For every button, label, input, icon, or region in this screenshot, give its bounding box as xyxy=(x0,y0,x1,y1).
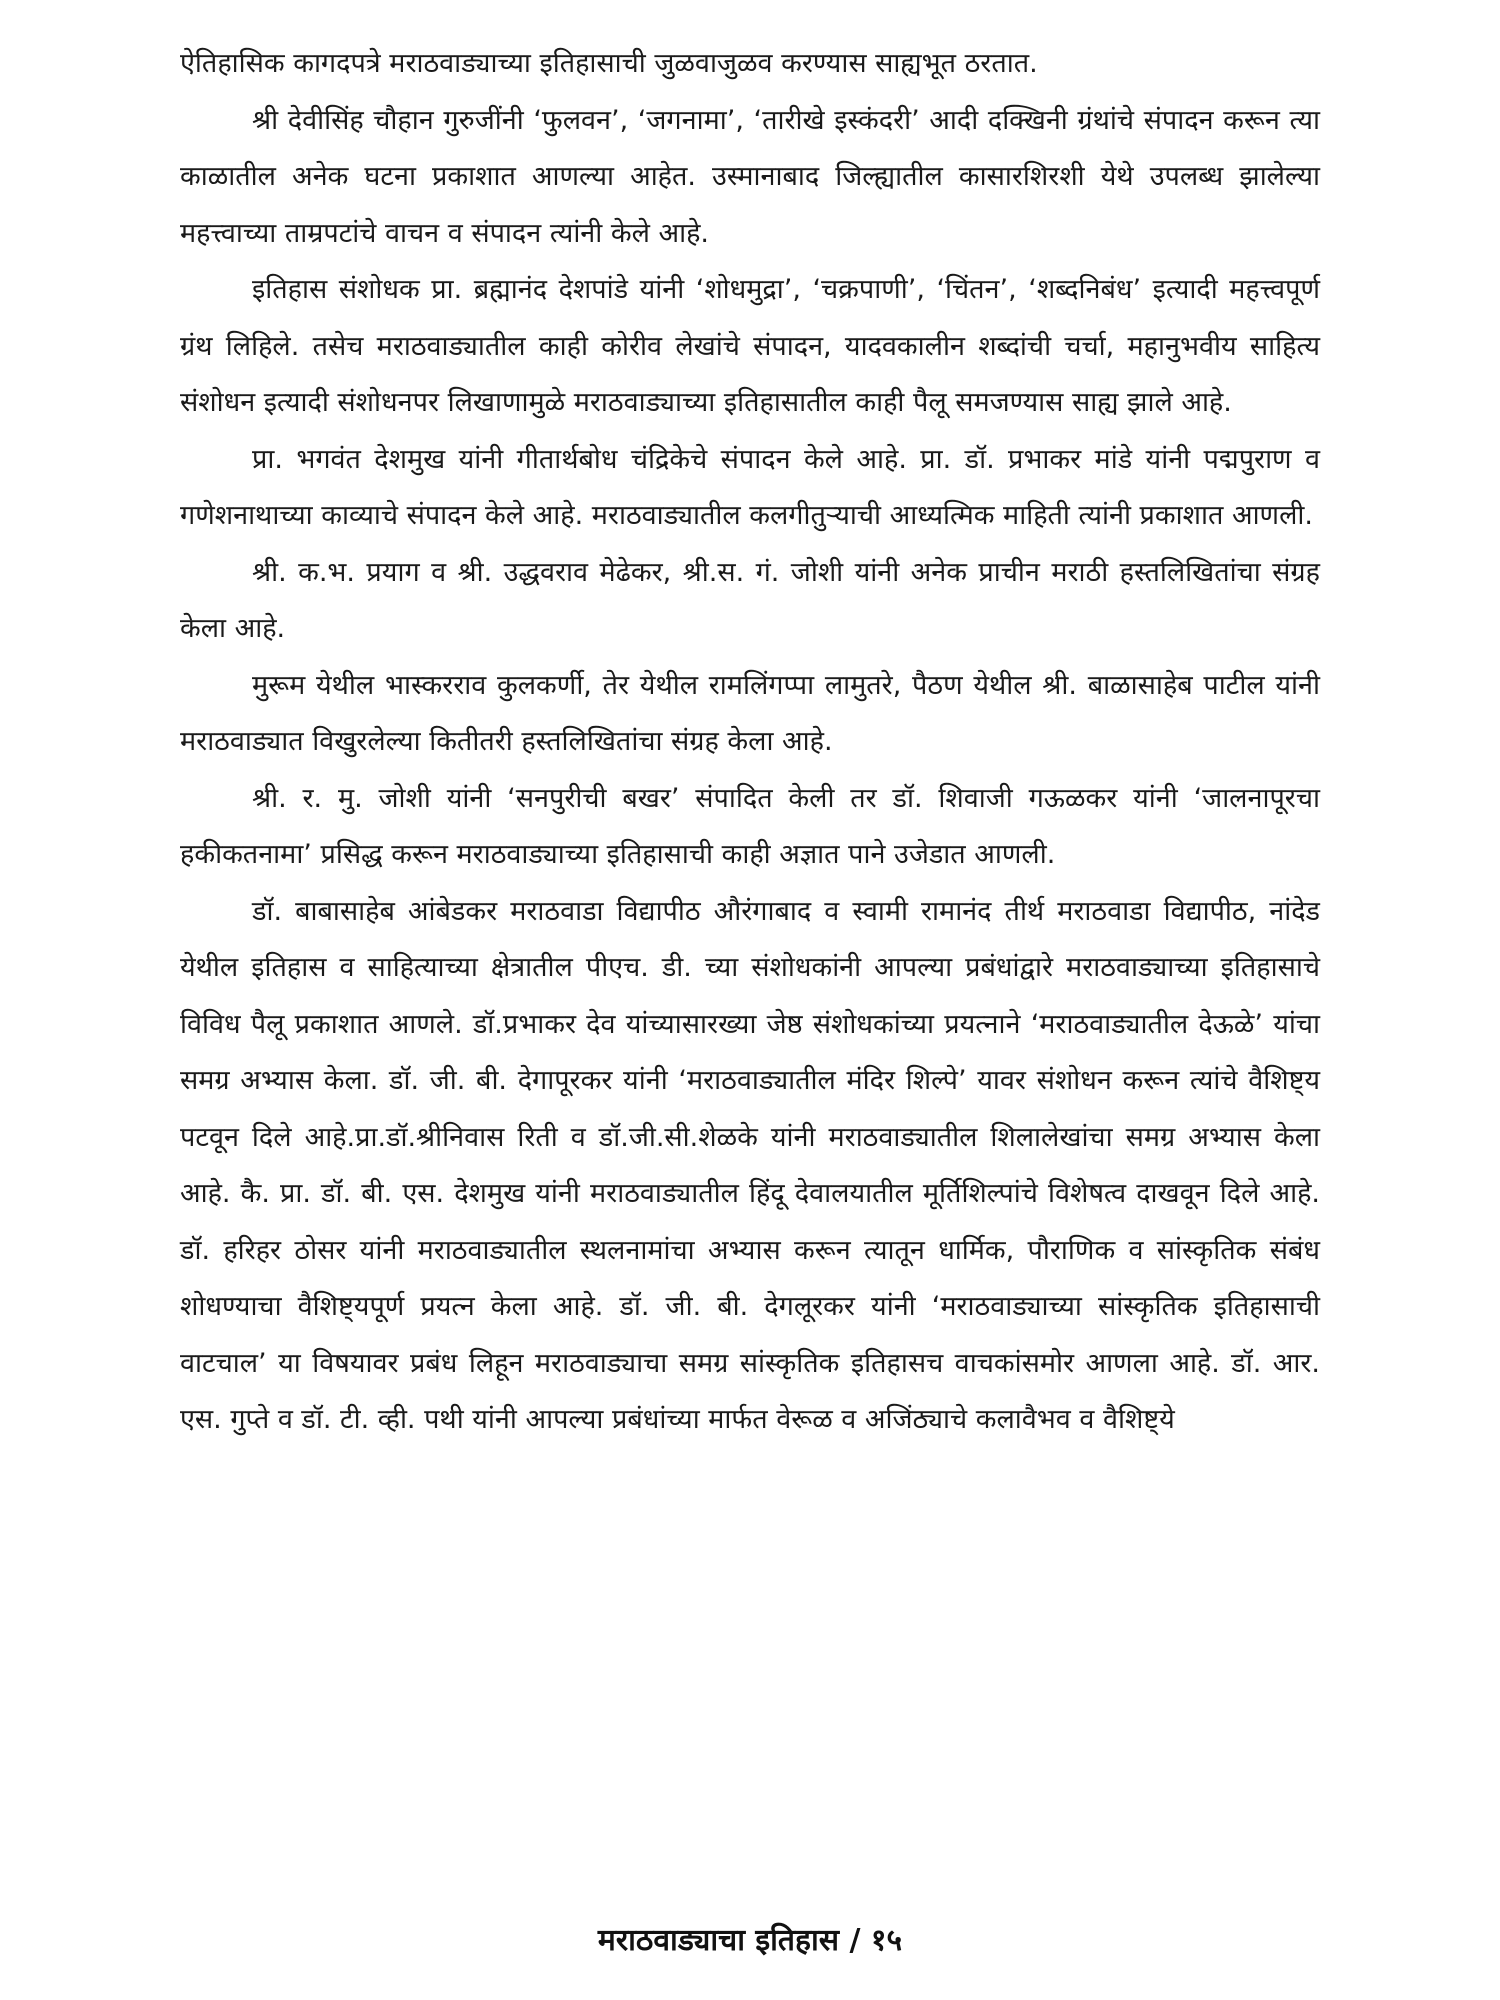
footer-book-title: मराठवाड्याचा इतिहास xyxy=(597,1923,839,1958)
paragraph: इतिहास संशोधक प्रा. ब्रह्मानंद देशपांडे यांनी ‘शोधमुद्रा’, ‘चक्रपाणी’, ‘चिंतन’, ‘शब्दनिबंध’ इत्यादी महत्त्वपूर्ण ग्रंथ लिहिले. तसेच मराठवाड्यातील काही कोरीव लेखांचे संपादन, यादवकालीन शब्दांची चर्चा, महानुभवीय साहित्य संशोधन इत्यादी संशोधनपर लिखाणामुळे मराठवाड्याच्या इतिहासातील काही पैलू समजण्यास साह्य झाले आहे. xyxy=(180,274,1320,418)
footer-separator: / xyxy=(849,1923,861,1958)
body-text xyxy=(180,36,1320,1449)
paragraph: प्रा. भगवंत देशमुख यांनी गीतार्थबोध चंद्रिकेचे संपादन केले आहे. प्रा. डॉ. प्रभाकर मांडे यांनी पद्मपुराण व गणेशनाथाच्या काव्याचे संपादन केले आहे. मराठवाड्यातील कलगीतुऱ्याची आध्यत्मिक माहिती त्यांनी प्रकाशात आणली. xyxy=(180,443,1320,531)
footer-page-number: १५ xyxy=(870,1923,903,1958)
paragraph: श्री. क.भ. प्रयाग व श्री. उद्धवराव मेढेकर, श्री.स. गं. जोशी यांनी अनेक प्राचीन मराठी हस्तलिखितांचा संग्रह केला आहे. xyxy=(180,556,1320,644)
paragraph: मुरूम येथील भास्करराव कुलकर्णी, तेर येथील रामलिंगप्पा लामुतरे, पैठण येथील श्री. बाळासाहेब पाटील यांनी मराठवाड्यात विखुरलेल्या कितीतरी हस्तलिखितांचा संग्रह केला आहे. xyxy=(180,669,1320,757)
paragraph: डॉ. बाबासाहेब आंबेडकर मराठवाडा विद्यापीठ औरंगाबाद व स्वामी रामानंद तीर्थ मराठवाडा विद्यापीठ, नांदेड येथील इतिहास व साहित्याच्या क्षेत्रातील पीएच. डी. च्या संशोधकांनी आपल्या प्रबंधांद्वारे मराठवाड्याच्या इतिहासाचे विविध पैलू प्रकाशात आणले. डॉ.प्रभाकर देव यांच्यासारख्या जेष्ठ संशोधकांच्या प्रयत्नाने ‘मराठवाड्यातील देऊळे’ यांचा समग्र अभ्यास केला. डॉ. जी. बी. देगापूरकर यांनी ‘मराठवाड्यातील मंदिर शिल्पे’ यावर संशोधन करून त्यांचे वैशिष्ट्य पटवून दिले आहे.प्रा.डॉ.श्रीनिवास रिती व डॉ.जी.सी.शेळके यांनी मराठवाड्यातील शिलालेखांचा समग्र अभ्यास केला आहे. कै. प्रा. डॉ. बी. एस. देशमुख यांनी मराठवाड्यातील हिंदू देवालयातील मूर्तिशिल्पांचे विशेषत्व दाखवून दिले आहे. डॉ. हरिहर ठोसर यांनी मराठवाड्यातील स्थलनामांचा अभ्यास करून त्यातून धार्मिक, पौराणिक व सांस्कृतिक संबंध शोधण्याचा वैशिष्ट्यपूर्ण प्रयत्न केला आहे. डॉ. जी. बी. देगलूरकर यांनी ‘मराठवाड्याच्या सांस्कृतिक इतिहासाची वाटचाल’ या विषयावर प्रबंध लिहून मराठवाड्याचा समग्र सांस्कृतिक इतिहासच वाचकांसमोर आणला आहे. डॉ. आर. एस. गुप्ते व डॉ. टी. व्ही. पथी यांनी आपल्या प्रबंधांच्या मार्फत वेरूळ व अजिंठ्याचे कलावैभव व वैशिष्ट्ये xyxy=(180,895,1320,1435)
paragraph: ऐतिहासिक कागदपत्रे मराठवाड्याच्या इतिहासाची जुळवाजुळव करण्यास साह्यभूत ठरतात. xyxy=(180,48,1038,79)
paragraph: श्री देवीसिंह चौहान गुरुजींनी ‘फुलवन’, ‘जगनामा’, ‘तारीखे इस्कंदरी’ आदी दक्खिनी ग्रंथांचे संपादन करून त्या काळातील अनेक घटना प्रकाशात आणल्या आहेत. उस्मानाबाद जिल्ह्यातील कासारशिरशी येथे उपलब्ध झालेल्या महत्त्वाच्या ताम्रपटांचे वाचन व संपादन त्यांनी केले आहे. xyxy=(180,104,1320,249)
paragraph: श्री. र. मु. जोशी यांनी ‘सनपुरीची बखर’ संपादित केली तर डॉ. शिवाजी गऊळकर यांनी ‘जालनापूरचा हकीकतनामा’ प्रसिद्ध करून मराठवाड्याच्या इतिहासाची काही अज्ञात पाने उजेडात आणली. xyxy=(180,782,1320,870)
page-footer xyxy=(0,1918,1500,1959)
